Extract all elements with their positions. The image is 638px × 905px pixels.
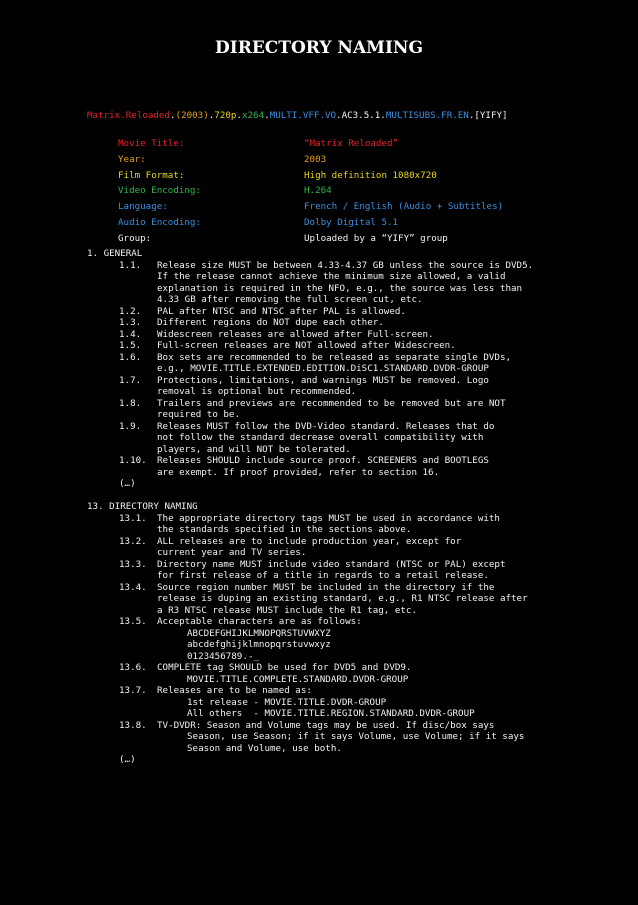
info-row — [118, 183, 503, 199]
directory-name-part: . — [208, 110, 215, 121]
rule-text: Full-screen releases are NOT allowed after Widescreen. — [157, 340, 456, 351]
rule-number: 13.8. — [119, 719, 147, 731]
ellipsis: (…) — [119, 478, 136, 489]
rule-number: 13.1. — [119, 512, 147, 524]
rule-text: Different regions do NOT dupe each other. — [157, 317, 384, 328]
rule-item — [87, 421, 607, 433]
info-row — [118, 215, 503, 231]
rule-text: PAL after NTSC and NTSC after PAL is allowed. — [157, 305, 406, 317]
info-value: Uploaded by a “YIFY” group — [304, 232, 448, 244]
rule-text: TV-DVDR: Season and Volume tags may be used. If disc/box says — [157, 719, 495, 731]
section-heading: 1. GENERAL — [87, 248, 143, 259]
rule-text-continued: release is duping an existing standard, e.g., R1 NTSC release after — [157, 593, 528, 604]
rule-text-continued: e.g., MOVIE.TITLE.EXTENDED.EDITION.DiSC1.STANDARD.DVDR-GROUP — [157, 363, 489, 374]
info-value: 2003 — [304, 153, 327, 165]
directory-name-part: .[YIFY] — [468, 110, 508, 121]
rule-item — [87, 352, 607, 364]
rule-number: 1.5. — [119, 340, 142, 351]
rule-text-continued: for first release of a title in regards to a retail release. — [157, 570, 489, 581]
rule-text: ALL releases are to include production year, except for — [157, 535, 462, 547]
rule-number: 1.6. — [119, 351, 142, 363]
rule-text-continued: a R3 NTSC release MUST include the R1 tag, etc. — [157, 604, 417, 616]
rule-number: 13.2. — [119, 535, 147, 547]
rule-code-line: ABCDEFGHIJKLMNOPQRSTUVWXYZ — [187, 627, 331, 639]
rule-item — [87, 260, 607, 272]
rule-item — [87, 536, 607, 548]
rule-text: Widescreen releases are allowed after Full-screen. — [157, 328, 434, 340]
rule-item — [87, 582, 607, 594]
directory-name-part: MULTI.VFF.VO — [269, 110, 337, 121]
rule-text: Acceptable characters are as follows: — [157, 616, 362, 627]
rule-text: Protections, limitations, and warnings MUST be removed. Logo — [157, 374, 489, 386]
rule-number: 1.10. — [119, 455, 147, 466]
rule-item — [87, 616, 607, 628]
rule-text: Releases MUST follow the DVD-Video standard. Releases that do — [157, 420, 495, 432]
release-info-table — [118, 136, 503, 247]
info-value: H.264 — [304, 185, 332, 197]
rule-code-line: MOVIE.TITLE.COMPLETE.STANDARD.DVDR-GROUP — [187, 673, 409, 685]
rule-text: Trailers and previews are recommended to be removed but are NOT — [157, 397, 506, 409]
section-gap — [87, 490, 607, 502]
rule-item — [87, 685, 607, 697]
rule-item — [87, 375, 607, 387]
rule-text-continued: required to be. — [157, 409, 240, 420]
rule-text: Releases SHOULD include source proof. SCREENERS and BOOTLEGS — [157, 455, 489, 466]
rule-code-line: 0123456789.-_ — [187, 650, 259, 662]
rule-text: COMPLETE tag SHOULD be used for DVD5 and DVD9. — [157, 662, 412, 673]
directory-name-part: . — [169, 110, 176, 121]
rule-number: 13.3. — [119, 558, 147, 570]
directory-name-part: .AC3.5.1. — [336, 110, 386, 121]
rule-number: 1.1. — [119, 259, 142, 271]
rule-number: 1.8. — [119, 397, 142, 409]
rules-document — [87, 248, 607, 766]
rule-code-line: Season and Volume, use both. — [187, 742, 342, 754]
rule-item — [87, 340, 607, 352]
info-value: French / English (Audio + Subtitles) — [304, 201, 504, 213]
rule-text-continued: If the release cannot achieve the minimum size allowed, a valid — [157, 271, 506, 282]
rule-text-continued: 4.33 GB after removing the full screen cut, etc. — [157, 294, 423, 305]
rule-number: 1.3. — [119, 317, 142, 328]
info-row — [118, 152, 503, 168]
rule-text-continued: are exempt. If proof provided, refer to section 16. — [157, 466, 440, 478]
info-label: Language: — [118, 201, 168, 213]
rule-text-continued: removal is optional but recommended. — [157, 386, 357, 397]
info-value: High definition 1080x720 — [304, 169, 437, 181]
info-value: “Matrix Reloaded” — [304, 138, 399, 149]
directory-name-part: MULTISUBS.FR.EN — [385, 110, 469, 121]
rule-number: 1.4. — [119, 328, 142, 340]
directory-name-part: 720p — [214, 110, 237, 121]
directory-name-example — [87, 110, 508, 121]
ellipsis: (…) — [119, 754, 136, 765]
rule-text: Directory name MUST include video standard (NTSC or PAL) except — [157, 558, 506, 570]
page-title: DIRECTORY NAMING — [215, 38, 423, 58]
info-row — [118, 231, 503, 247]
directory-name-part: x264 — [241, 110, 265, 121]
rule-code-line: Season, use Season; if it says Volume, use Volume; if it says — [187, 731, 525, 742]
rule-item — [87, 317, 607, 329]
rule-text: Releases are to be named as: — [157, 685, 312, 696]
rule-number: 1.9. — [119, 420, 142, 432]
rule-item — [87, 329, 607, 341]
directory-name-part: (2003) — [175, 110, 209, 121]
rule-number: 13.5. — [119, 616, 147, 627]
info-label: Movie Title: — [118, 138, 185, 149]
rule-code-line: abcdefghijklmnopqrstuvwxyz — [187, 639, 331, 650]
info-label: Video Encoding: — [118, 185, 201, 197]
rule-item — [87, 662, 607, 674]
rule-item — [87, 306, 607, 318]
rule-item — [87, 513, 607, 525]
rule-number: 13.4. — [119, 581, 147, 593]
directory-name-part: Matrix.Reloaded — [87, 110, 170, 121]
rule-text-continued: current year and TV series. — [157, 547, 307, 558]
info-label: Group: — [118, 232, 152, 244]
rule-text: Source region number MUST be included in the directory if the — [157, 581, 495, 593]
rule-text-continued: the standards specified in the sections above. — [157, 524, 412, 535]
rule-code-line: 1st release - MOVIE.TITLE.DVDR-GROUP — [187, 696, 387, 708]
rule-number: 1.2. — [119, 305, 142, 317]
rule-item — [87, 398, 607, 410]
rule-text-continued: players, and will NOT be tolerated. — [157, 443, 351, 455]
rule-number: 13.6. — [119, 662, 147, 673]
info-row — [118, 168, 503, 184]
rule-text: Release size MUST be between 4.33-4.37 GB unless the source is DVD5. — [157, 259, 534, 271]
info-label: Year: — [118, 153, 146, 165]
rule-number: 1.7. — [119, 374, 142, 386]
directory-name-part: . — [236, 110, 242, 121]
rule-item — [87, 720, 607, 732]
info-label: Audio Encoding: — [118, 216, 201, 228]
directory-name-part: . — [264, 110, 270, 121]
info-row — [118, 199, 503, 215]
info-value: Dolby Digital 5.1 — [304, 216, 399, 228]
info-label: Film Format: — [118, 169, 185, 181]
rule-text: The appropriate directory tags MUST be used in accordance with — [157, 512, 500, 524]
rule-number: 13.7. — [119, 685, 147, 696]
rule-item — [87, 559, 607, 571]
rule-text-continued: not follow the standard decrease overall compatibility with — [157, 432, 484, 443]
rule-item — [87, 455, 607, 467]
rule-text-continued: explanation is required in the NFO, e.g., the source was less than — [157, 282, 523, 294]
info-row — [118, 136, 503, 152]
rule-text: Box sets are recommended to be released as separate single DVDs, — [157, 351, 512, 363]
section-heading: 13. DIRECTORY NAMING — [87, 501, 198, 512]
rule-code-line: All others - MOVIE.TITLE.REGION.STANDARD.DVDR-GROUP — [187, 708, 475, 719]
